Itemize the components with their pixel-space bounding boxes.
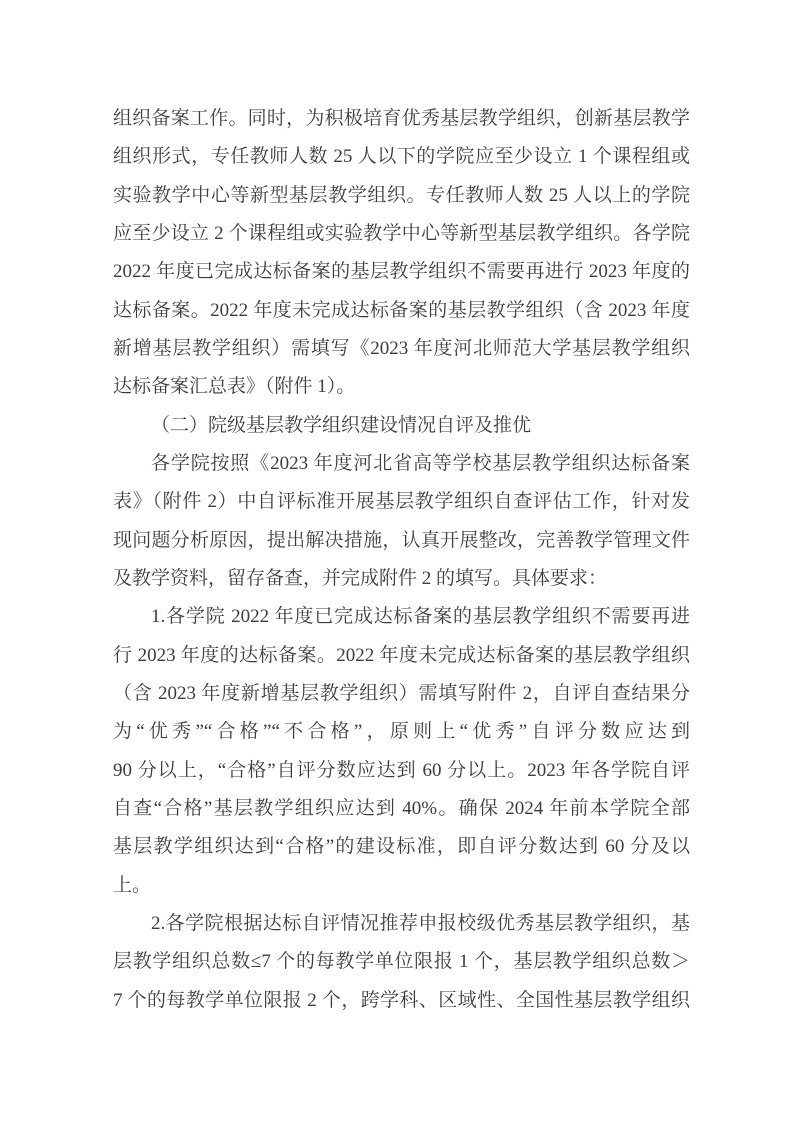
heading-section-two <box>113 407 690 445</box>
heading-line: （二）院级基层教学组织建设情况自评及推优 <box>151 414 532 436</box>
text-line: 实验教学中心等新型基层教学组织。专任教师人数 25 人以上的学院 <box>113 184 690 206</box>
text-line: 现问题分析原因，提出解决措施，认真开展整改，完善教学管理文件 <box>113 529 690 551</box>
para-requirement-1 <box>113 598 690 905</box>
text-line: 基层教学组织达到“合格”的建设标准，即自评分数达到 60 分及以 <box>113 836 690 858</box>
document-body <box>113 100 690 1020</box>
text-line: 1.各学院 2022 年度已完成达标备案的基层教学组织不需要再进 <box>151 606 690 628</box>
text-line: 2.各学院根据达标自评情况推荐申报校级优秀基层教学组织，基 <box>151 912 690 934</box>
para-filing-continuation <box>113 100 690 407</box>
text-line: 组织备案工作。同时，为积极培育优秀基层教学组织，创新基层教学 <box>113 108 690 129</box>
text-line: 90 分以上，“合格”自评分数应达到 60 分以上。2023 年各学院自评 <box>113 759 690 781</box>
text-line: 为“优秀”“合格”“不合格”，原则上“优秀”自评分数应达到 <box>113 721 690 743</box>
text-line: 自查“合格”基层教学组织应达到 40%。确保 2024 年前本学院全部 <box>113 797 690 819</box>
text-line: 行 2023 年度的达标备案。2022 年度未完成达标备案的基层教学组织 <box>113 644 690 666</box>
text-line: 组织形式，专任教师人数 25 人以下的学院应至少设立 1 个课程组或 <box>113 146 690 168</box>
text-line: 表》（附件 2）中自评标准开展基层教学组织自查评估工作，针对发 <box>113 491 690 513</box>
para-self-evaluation-overview <box>113 445 690 598</box>
text-line: 层教学组织总数≤7 个的每教学单位限报 1 个，基层教学组织总数＞ <box>113 951 690 973</box>
text-line: 达标备案汇总表》（附件 1）。 <box>113 376 356 398</box>
text-line: 及教学资料，留存备查，并完成附件 2 的填写。具体要求： <box>113 567 608 589</box>
para-requirement-2 <box>113 905 690 1020</box>
text-line: 新增基层教学组织）需填写《2023 年度河北师范大学基层教学组织 <box>113 337 690 359</box>
text-line: 应至少设立 2 个课程组或实验教学中心等新型基层教学组织。各学院 <box>113 222 690 244</box>
text-line: 达标备案。2022 年度未完成达标备案的基层教学组织（含 2023 年度 <box>113 299 690 321</box>
text-line: 各学院按照《2023 年度河北省高等学校基层教学组织达标备案 <box>151 452 690 474</box>
text-line: 7 个的每教学单位限报 2 个，跨学科、区域性、全国性基层教学组织 <box>113 989 690 1011</box>
text-line: 上。 <box>113 874 152 896</box>
text-line: 2022 年度已完成达标备案的基层教学组织不需要再进行 2023 年度的 <box>113 261 690 283</box>
text-line: （含 2023 年度新增基层教学组织）需填写附件 2，自评自查结果分 <box>113 682 690 704</box>
